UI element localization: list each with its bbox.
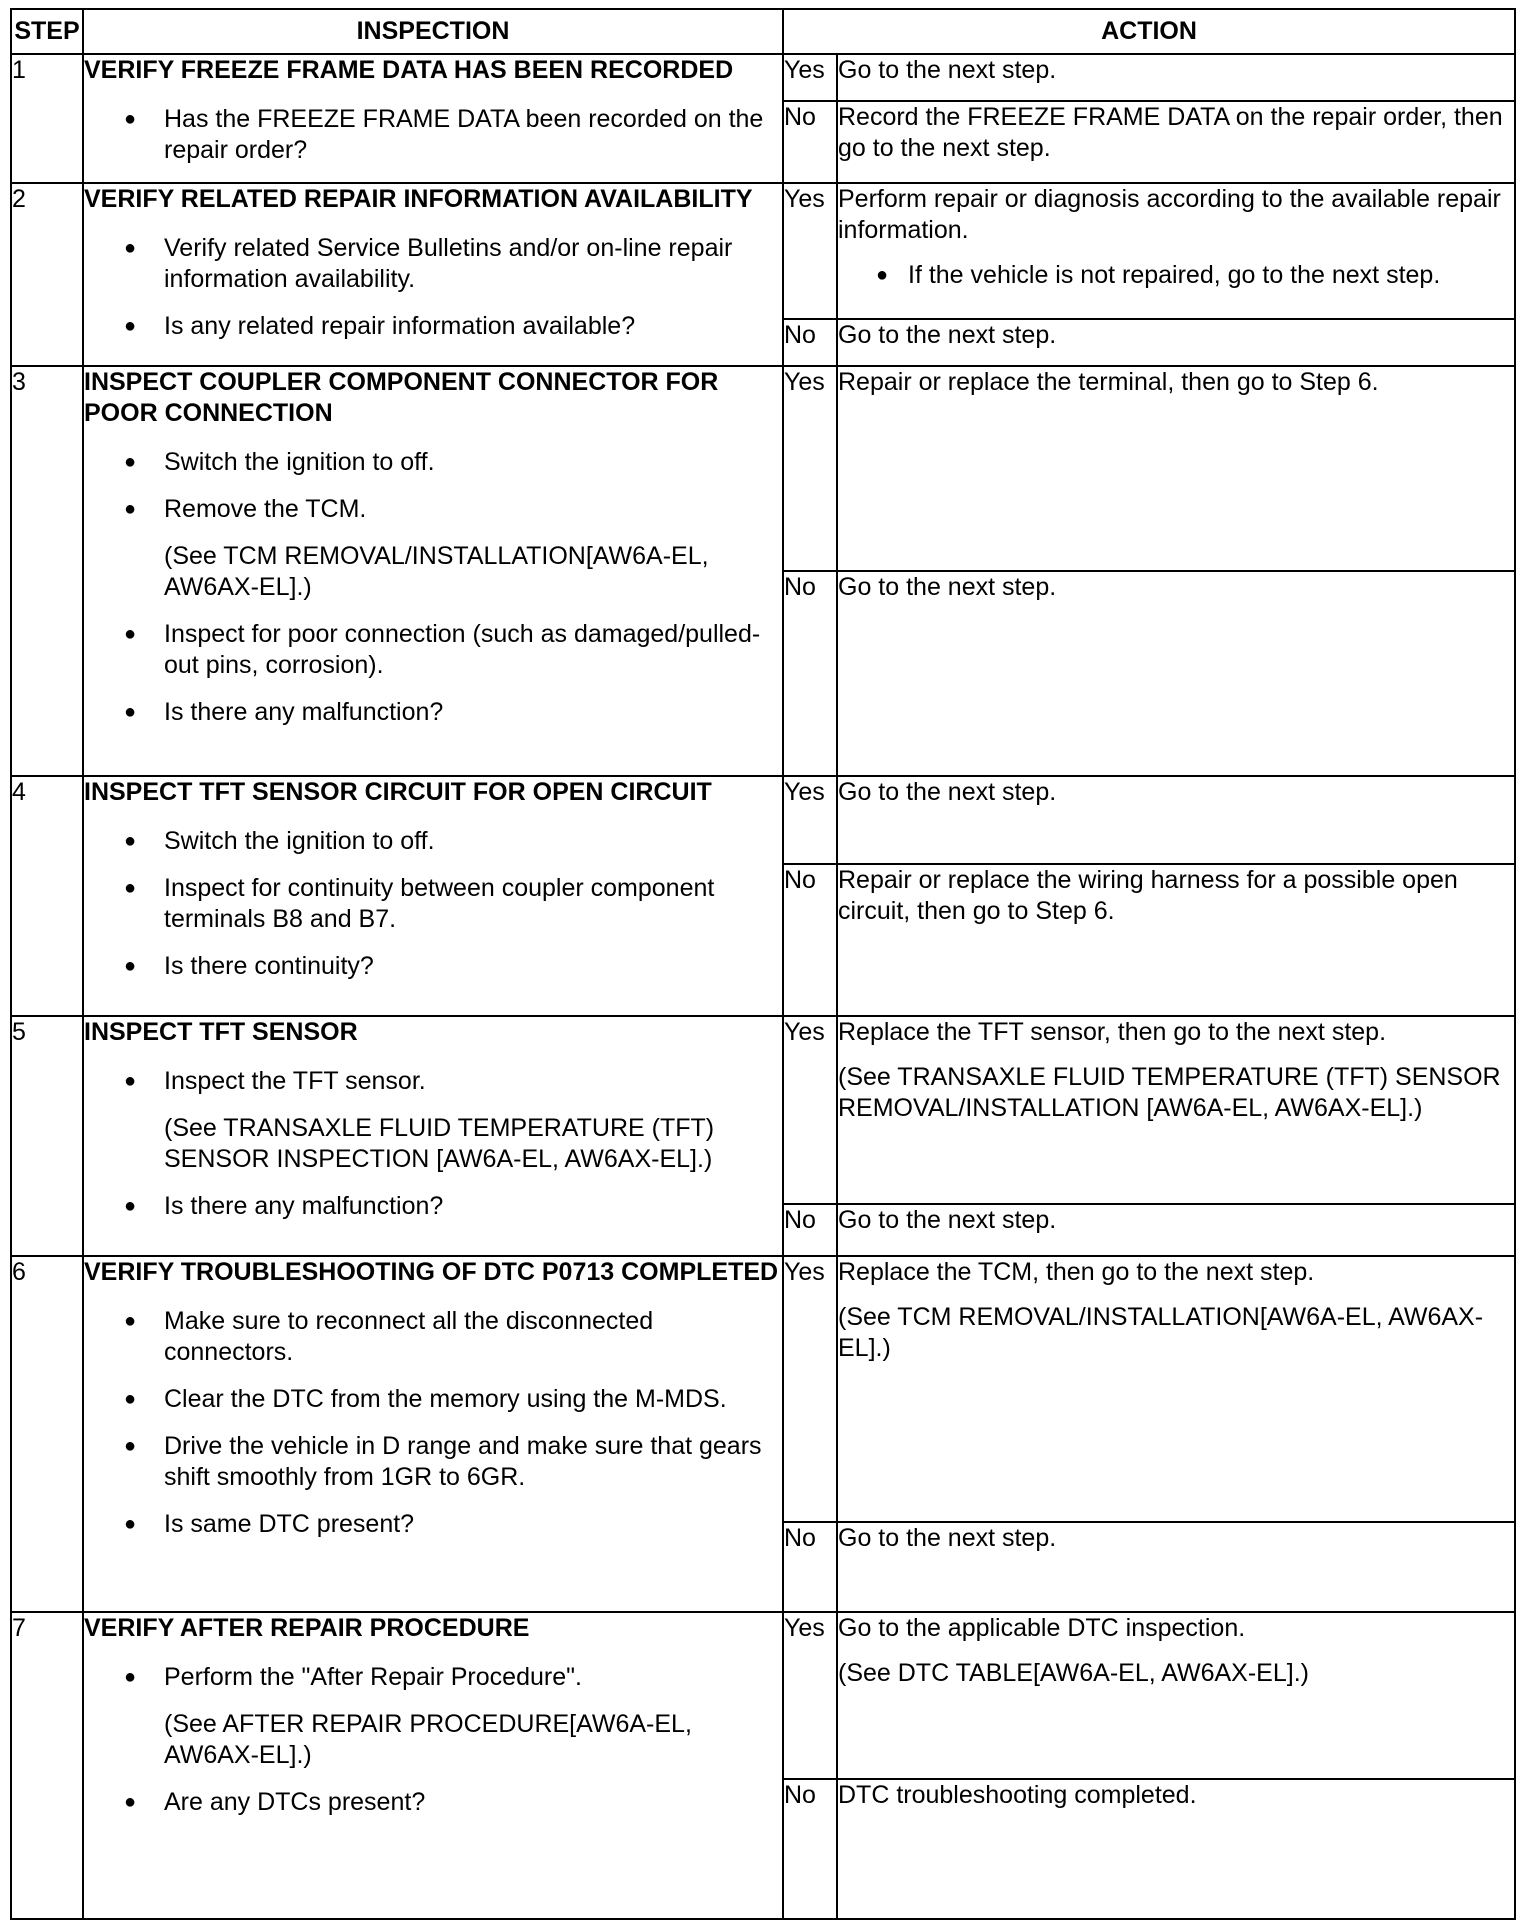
table-body <box>11 54 1515 1919</box>
inspection-cell <box>83 1256 783 1612</box>
no-label: No <box>783 101 837 183</box>
inspection-heading: INSPECT TFT SENSOR <box>84 1018 358 1046</box>
inspection-cell <box>83 183 783 366</box>
action-text: Go to the next step. <box>838 1206 1057 1234</box>
step-number: 5 <box>11 1016 83 1256</box>
no-label: No <box>783 1204 837 1256</box>
no-action-cell <box>837 1204 1515 1256</box>
action-text: Go to the applicable DTC inspection. <box>838 1614 1246 1642</box>
table-row <box>11 183 1515 319</box>
inspection-bullet-item: ● Inspect the TFT sensor. <box>84 1066 782 1097</box>
inspection-reference: (See AFTER REPAIR PROCEDURE[AW6A-EL, AW6AX-EL].) <box>164 1710 692 1769</box>
inspection-bullet-item: ● Is there any malfunction? <box>84 1191 782 1222</box>
action-text: Go to the next step. <box>838 573 1057 601</box>
action-text: Go to the next step. <box>838 778 1057 806</box>
inspection-cell <box>83 1612 783 1919</box>
inspection-bullet-item: ● Inspect for poor connection (such as damaged/pulled-out pins, corrosion). <box>84 619 782 681</box>
inspection-heading: VERIFY TROUBLESHOOTING OF DTC P0713 COMPLETED <box>84 1258 779 1286</box>
inspection-bullet-item: ● Verify related Service Bulletins and/or on-line repair information availability. <box>84 233 782 295</box>
table-row <box>11 1016 1515 1204</box>
inspection-reference: (See TRANSAXLE FLUID TEMPERATURE (TFT) SENSOR INSPECTION [AW6A-EL, AW6AX-EL].) <box>164 1114 715 1173</box>
action-text: DTC troubleshooting completed. <box>838 1781 1197 1809</box>
no-action-cell <box>837 571 1515 776</box>
inspection-cell <box>83 1016 783 1256</box>
action-text: Perform repair or diagnosis according to the available repair information. <box>838 185 1501 244</box>
step-number: 1 <box>11 54 83 183</box>
inspection-heading: INSPECT TFT SENSOR CIRCUIT FOR OPEN CIRCUIT <box>84 778 712 806</box>
no-label: No <box>783 571 837 776</box>
no-label: No <box>783 319 837 366</box>
step-number: 3 <box>11 366 83 776</box>
inspection-bullet-item: ● Switch the ignition to off. <box>84 826 782 857</box>
inspection-bullet-item: ● Clear the DTC from the memory using the M-MDS. <box>84 1384 782 1415</box>
action-text: Go to the next step. <box>838 1524 1057 1552</box>
action-bullet-item: ● If the vehicle is not repaired, go to the next step. <box>838 260 1514 291</box>
inspection-bullet-item: ● Is there continuity? <box>84 951 782 982</box>
inspection-heading: VERIFY RELATED REPAIR INFORMATION AVAILABILITY <box>84 185 753 213</box>
inspection-bullet-item: ● Is same DTC present? <box>84 1509 782 1540</box>
no-label: No <box>783 1779 837 1919</box>
yes-action-cell <box>837 183 1515 319</box>
table-row <box>11 776 1515 864</box>
table-row <box>11 366 1515 571</box>
action-text: (See DTC TABLE[AW6A-EL, AW6AX-EL].) <box>838 1659 1309 1687</box>
header-action: ACTION <box>783 9 1515 54</box>
inspection-bullet-item: ● Is there any malfunction? <box>84 697 782 728</box>
table-row <box>11 1612 1515 1779</box>
inspection-bullet-item: ● Is any related repair information available? <box>84 311 782 342</box>
inspection-heading: VERIFY AFTER REPAIR PROCEDURE <box>84 1614 530 1642</box>
header-step: STEP <box>11 9 83 54</box>
yes-action-cell <box>837 1612 1515 1779</box>
table-row <box>11 1256 1515 1522</box>
inspection-cell <box>83 54 783 183</box>
no-action-cell <box>837 101 1515 183</box>
yes-action-cell <box>837 366 1515 571</box>
action-text: Repair or replace the terminal, then go to Step 6. <box>838 368 1379 396</box>
action-text: Go to the next step. <box>838 56 1057 84</box>
inspection-bullet-item: ● Are any DTCs present? <box>84 1787 782 1818</box>
no-action-cell <box>837 319 1515 366</box>
inspection-heading: VERIFY FREEZE FRAME DATA HAS BEEN RECORDED <box>84 56 734 84</box>
action-text: (See TRANSAXLE FLUID TEMPERATURE (TFT) SENSOR REMOVAL/INSTALLATION [AW6A-EL, AW6AX-EL].) <box>838 1063 1501 1122</box>
action-text: Record the FREEZE FRAME DATA on the repair order, then go to the next step. <box>838 103 1503 162</box>
yes-label: Yes <box>783 1016 837 1204</box>
yes-action-cell <box>837 54 1515 101</box>
yes-label: Yes <box>783 366 837 571</box>
inspection-heading: INSPECT COUPLER COMPONENT CONNECTOR FOR POOR CONNECTION <box>84 368 719 427</box>
inspection-bullet-item: ● Switch the ignition to off. <box>84 447 782 478</box>
action-text: Go to the next step. <box>838 321 1057 349</box>
inspection-bullet-item: ● Drive the vehicle in D range and make sure that gears shift smoothly from 1GR to 6GR. <box>84 1431 782 1493</box>
yes-label: Yes <box>783 1612 837 1779</box>
inspection-bullet-item: ● Inspect for continuity between coupler component terminals B8 and B7. <box>84 873 782 935</box>
table-row <box>11 54 1515 101</box>
action-text: (See TCM REMOVAL/INSTALLATION[AW6A-EL, AW6AX-EL].) <box>838 1303 1484 1362</box>
header-inspection: INSPECTION <box>83 9 783 54</box>
table-header-row <box>11 9 1515 54</box>
inspection-bullet-item: ● Make sure to reconnect all the disconnected connectors. <box>84 1306 782 1368</box>
step-number: 7 <box>11 1612 83 1919</box>
no-action-cell <box>837 1522 1515 1612</box>
yes-label: Yes <box>783 1256 837 1522</box>
action-text: Repair or replace the wiring harness for a possible open circuit, then go to Step 6. <box>838 866 1458 925</box>
inspection-bullet-item: ● Perform the "After Repair Procedure". <box>84 1662 782 1693</box>
yes-label: Yes <box>783 776 837 864</box>
inspection-cell <box>83 366 783 776</box>
yes-action-cell <box>837 1016 1515 1204</box>
no-label: No <box>783 1522 837 1612</box>
step-number: 6 <box>11 1256 83 1612</box>
yes-label: Yes <box>783 54 837 101</box>
no-label: No <box>783 864 837 1016</box>
action-text: Replace the TCM, then go to the next step. <box>838 1258 1315 1286</box>
inspection-bullet-item: ● Remove the TCM. <box>84 494 782 525</box>
step-number: 4 <box>11 776 83 1016</box>
action-text: Replace the TFT sensor, then go to the next step. <box>838 1018 1387 1046</box>
yes-action-cell <box>837 1256 1515 1522</box>
troubleshooting-table <box>10 8 1516 1920</box>
inspection-reference: (See TCM REMOVAL/INSTALLATION[AW6A-EL, AW6AX-EL].) <box>164 542 709 601</box>
inspection-bullet-item: ● Has the FREEZE FRAME DATA been recorded on the repair order? <box>84 104 782 166</box>
inspection-cell <box>83 776 783 1016</box>
no-action-cell <box>837 1779 1515 1919</box>
yes-action-cell <box>837 776 1515 864</box>
yes-label: Yes <box>783 183 837 319</box>
no-action-cell <box>837 864 1515 1016</box>
step-number: 2 <box>11 183 83 366</box>
